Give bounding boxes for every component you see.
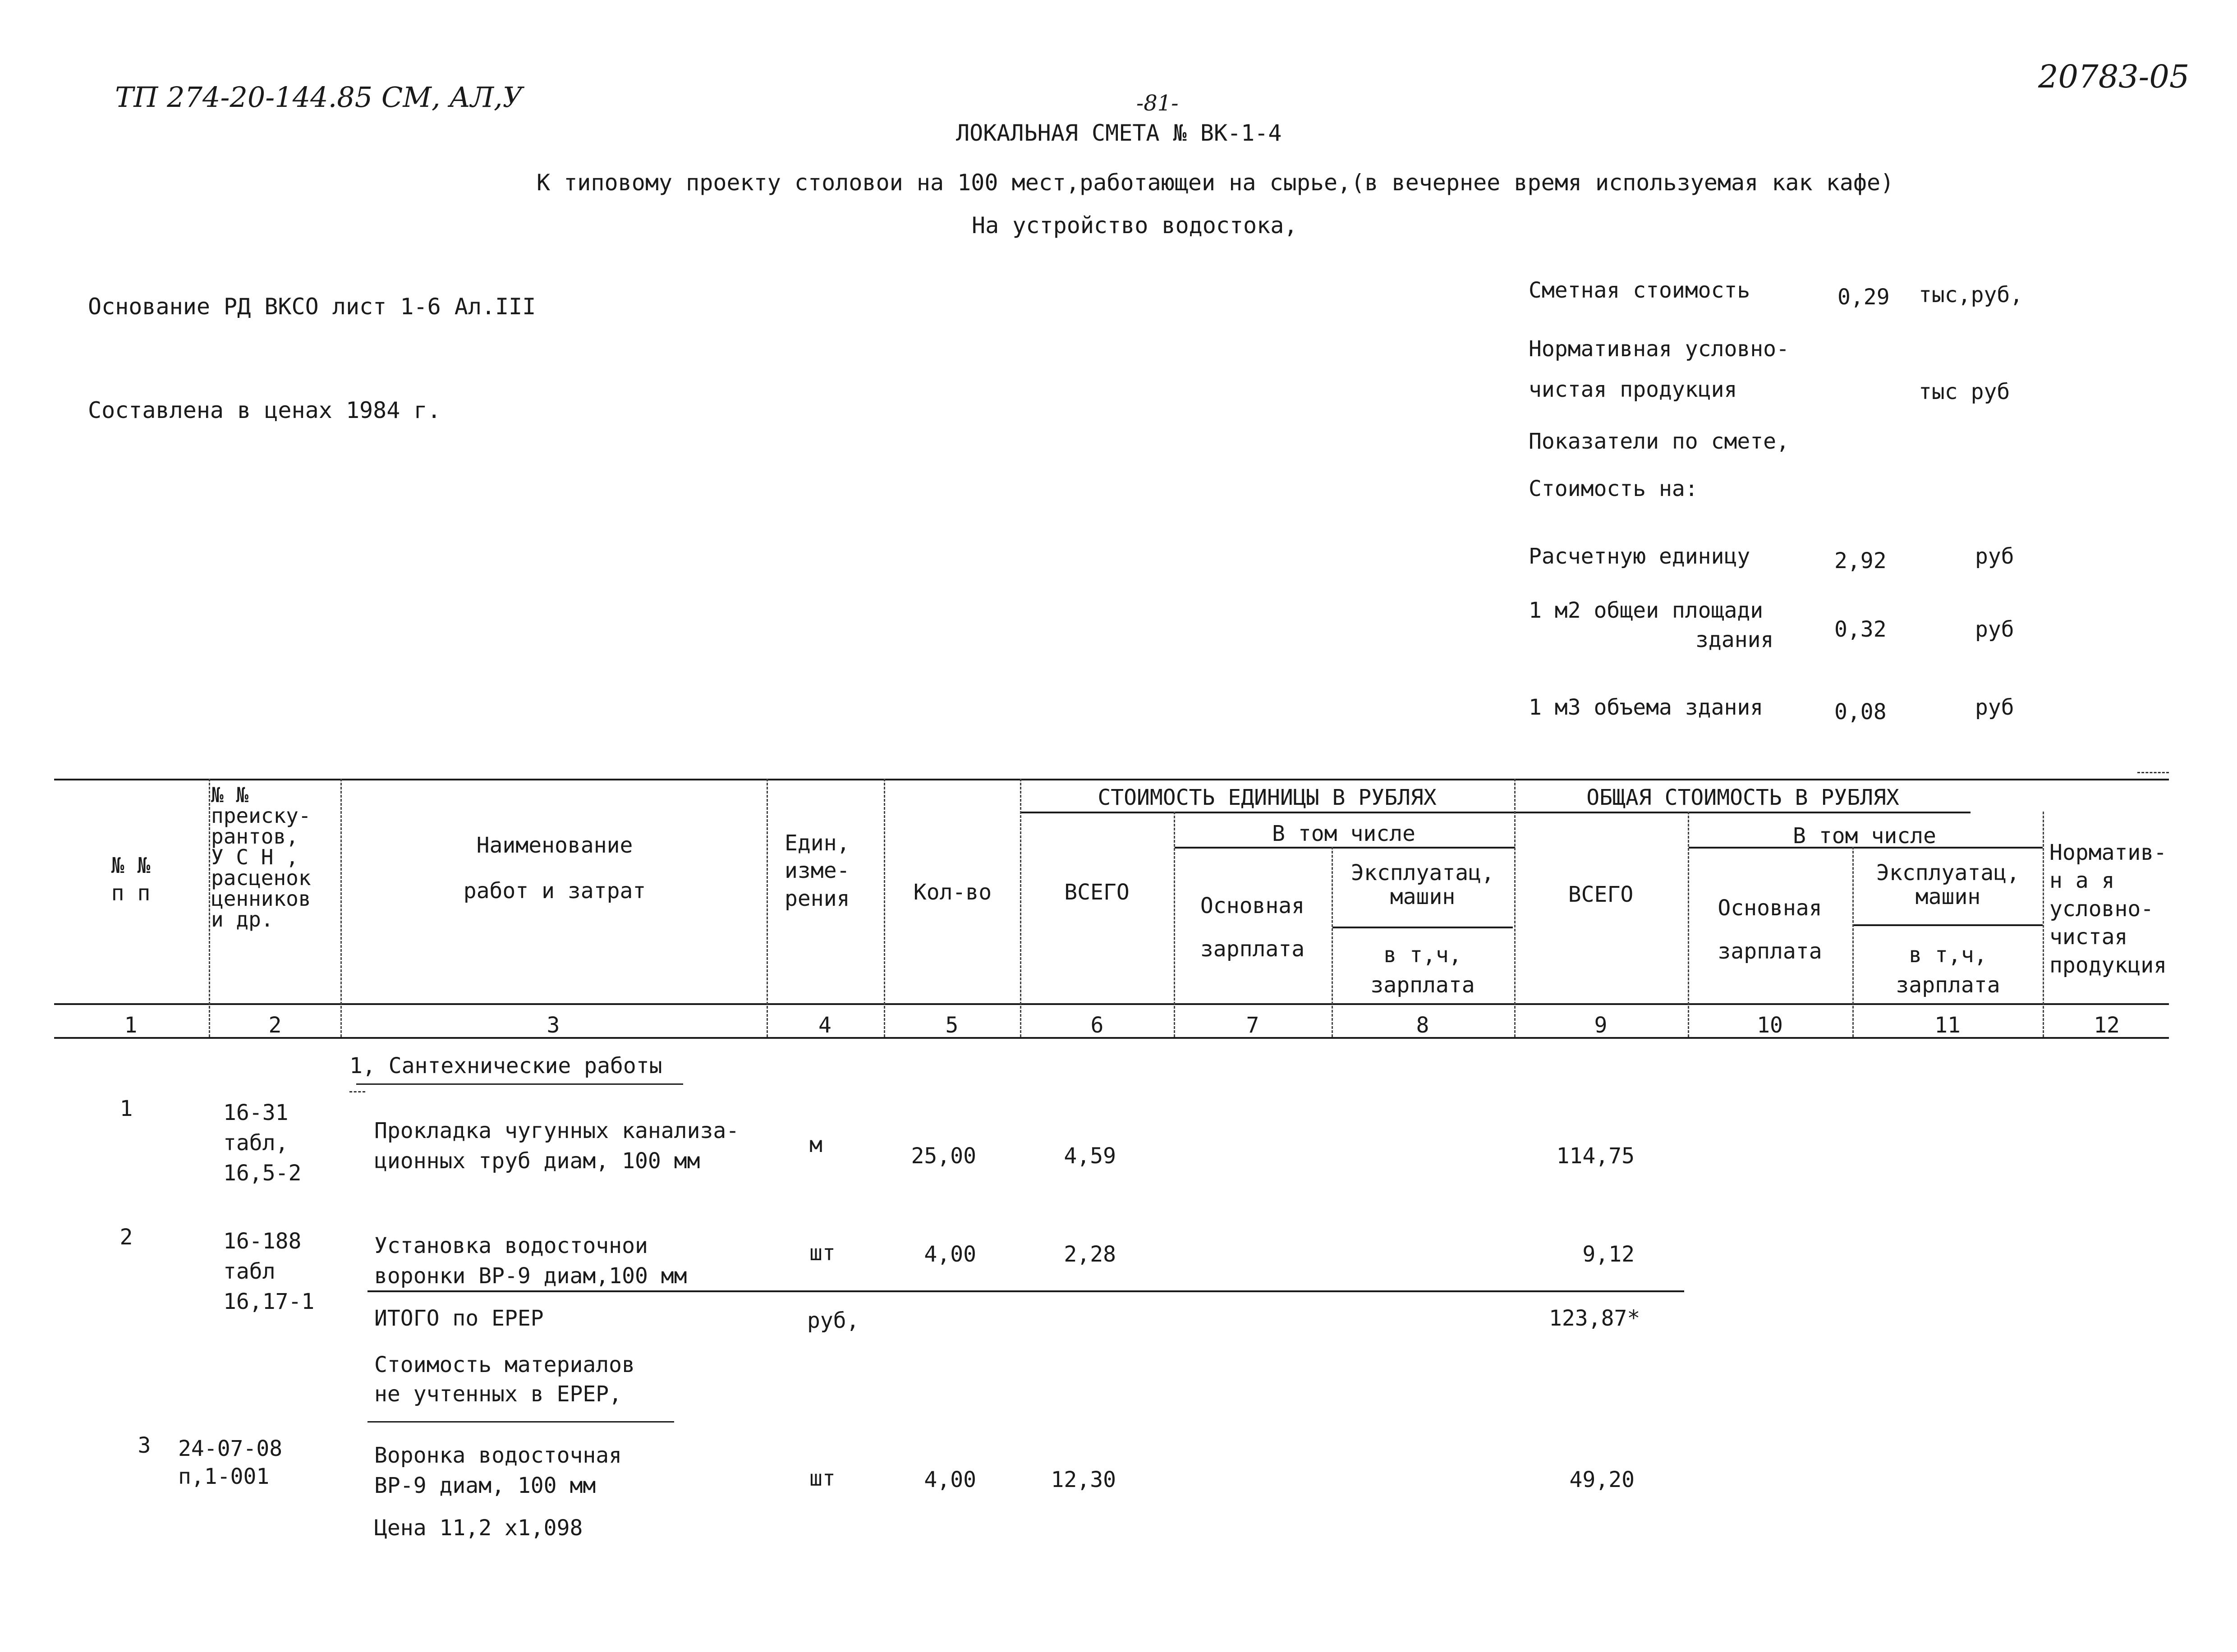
estimated-cost-value: 0,29 bbox=[1837, 285, 1890, 310]
calc-unit-unit: руб bbox=[1975, 544, 2014, 569]
archive-number: 20783-05 bbox=[2038, 58, 2190, 95]
row-3-number: 3 bbox=[138, 1433, 151, 1458]
section-title-underline bbox=[356, 1083, 683, 1085]
prices-year-line: Составлена в ценах 1984 г. bbox=[88, 397, 441, 423]
subtotal-total: 123,87* bbox=[1549, 1306, 1640, 1331]
estimated-cost-label: Сметная стоимость bbox=[1529, 278, 1750, 303]
row-2-total: 9,12 bbox=[1582, 1242, 1635, 1267]
header-unit-machine: Эксплуатац, машин bbox=[1351, 860, 1494, 909]
area-value: 0,32 bbox=[1834, 617, 1887, 642]
norm-product-label-1: Нормативная условно- bbox=[1529, 336, 1789, 362]
volume-unit: руб bbox=[1975, 695, 2014, 720]
col-sep bbox=[1020, 779, 1021, 1037]
calc-unit-value: 2,92 bbox=[1834, 548, 1887, 574]
col-number: 4 bbox=[818, 1013, 831, 1038]
document-code: ТП 274-20-144.85 СМ, АЛ,У bbox=[115, 81, 523, 114]
page-subtitle: К типовому проекту столовои на 100 мест,работающеи на сырье,(в вечернее время используемая как кафе) bbox=[537, 170, 1894, 196]
header-unit-incl: В том числе bbox=[1272, 821, 1415, 846]
col-number: 5 bbox=[945, 1013, 959, 1038]
header-unit-incl-salary: в т,ч, зарплата bbox=[1370, 942, 1475, 998]
header-total-cost-group: ОБЩАЯ СТОИМОСТЬ В РУБЛЯХ bbox=[1586, 785, 1899, 810]
table-top-rule-end bbox=[2137, 772, 2169, 773]
header-work-name: Наименование работ и затрат bbox=[463, 833, 646, 904]
row-3-qty: 4,00 bbox=[924, 1467, 976, 1492]
row-1-unit-total: 4,59 bbox=[1064, 1143, 1116, 1169]
col-number: 1 bbox=[124, 1013, 138, 1038]
header-quantity: Кол-во bbox=[913, 880, 992, 905]
subtotal-unit: руб, bbox=[807, 1308, 859, 1333]
row-1-number: 1 bbox=[119, 1096, 133, 1121]
header-unit-base-salary: Основная зарплата bbox=[1200, 893, 1305, 962]
estimated-cost-unit: тыс,руб, bbox=[1919, 282, 2023, 307]
col-number: 9 bbox=[1594, 1013, 1608, 1038]
header-total-all: ВСЕГО bbox=[1568, 882, 1634, 907]
col-number: 7 bbox=[1246, 1013, 1259, 1038]
volume-label: 1 м3 объема здания bbox=[1529, 695, 1764, 720]
row-3-unit-total: 12,30 bbox=[1051, 1467, 1116, 1492]
unit-machine-rule bbox=[1332, 927, 1513, 928]
norm-product-unit: тыс руб bbox=[1919, 379, 2010, 404]
row-3-total: 49,20 bbox=[1569, 1467, 1635, 1492]
total-machine-rule bbox=[1853, 924, 2043, 926]
row-2-name: Установка водосточнои воронки ВР-9 диам,100 мм bbox=[374, 1233, 687, 1289]
purpose-line: На устройство водостока, bbox=[972, 212, 1298, 239]
materials-note: Стоимость материалов не учтенных в ЕРЕР, bbox=[374, 1352, 635, 1407]
section-mark bbox=[349, 1091, 365, 1092]
col-sep bbox=[2043, 812, 2044, 1037]
area-label-1: 1 м2 общеи площади bbox=[1529, 598, 1764, 623]
row-1-total: 114,75 bbox=[1556, 1143, 1635, 1169]
row-1-code: 16-31 табл, 16,5-2 bbox=[223, 1100, 302, 1186]
col-number: 10 bbox=[1757, 1013, 1783, 1038]
row-3-unit: шт bbox=[809, 1466, 836, 1491]
col-number: 6 bbox=[1090, 1013, 1104, 1038]
header-unit-total: ВСЕГО bbox=[1064, 880, 1130, 905]
col-number: 2 bbox=[268, 1013, 282, 1038]
col-sep bbox=[209, 779, 210, 1037]
header-total-incl: В том числе bbox=[1793, 823, 1936, 849]
row-2-unit-total: 2,28 bbox=[1064, 1242, 1116, 1267]
subtotal-rule bbox=[367, 1290, 1684, 1292]
area-unit: руб bbox=[1975, 617, 2014, 642]
header-price-code: № № преиску- рантов, У С Н , расценок ценников и др. bbox=[211, 783, 311, 932]
row-1-name: Прокладка чугунных канализа- ционных труб диам, 100 мм bbox=[374, 1118, 740, 1174]
row-3-name: Воронка водосточная ВР-9 диам, 100 мм bbox=[374, 1443, 622, 1499]
row-1-qty: 25,00 bbox=[911, 1143, 976, 1169]
section-title: 1, Сантехнические работы bbox=[349, 1053, 662, 1078]
col-sep bbox=[340, 779, 342, 1037]
calc-unit-label: Расчетную единицу bbox=[1529, 544, 1750, 569]
header-unit-cost-group: СТОИМОСТЬ ЕДИНИЦЫ В РУБЛЯХ bbox=[1098, 785, 1437, 810]
row-2-unit: шт bbox=[809, 1240, 836, 1266]
row-1-unit: м bbox=[809, 1132, 822, 1157]
header-row-number: № № п п bbox=[111, 853, 151, 906]
materials-note-underline bbox=[367, 1421, 674, 1423]
header-bottom-rule bbox=[54, 1003, 2169, 1005]
cost-per-label: Стоимость на: bbox=[1529, 476, 1698, 501]
indicators-label: Показатели по смете, bbox=[1529, 429, 1789, 454]
col-number: 8 bbox=[1416, 1013, 1429, 1038]
row-2-qty: 4,00 bbox=[924, 1242, 976, 1267]
table-top-rule bbox=[54, 779, 2169, 780]
col-sep bbox=[1514, 779, 1516, 1037]
row-3-price-note: Цена 11,2 х1,098 bbox=[374, 1515, 583, 1541]
page-number: -81- bbox=[1136, 91, 1179, 116]
area-label-2: здания bbox=[1695, 627, 1774, 652]
header-total-incl-salary: в т,ч, зарплата bbox=[1896, 942, 2000, 998]
row-3-code: 24-07-08 п,1-001 bbox=[178, 1436, 283, 1490]
header-norm-product: Норматив- н а я условно- чистая продукция bbox=[2049, 840, 2167, 978]
numbers-bottom-rule bbox=[54, 1037, 2169, 1039]
header-unit: Един, изме- рения bbox=[785, 831, 850, 911]
col-number: 12 bbox=[2094, 1013, 2120, 1038]
row-2-code: 16-188 табл 16,17-1 bbox=[223, 1229, 315, 1315]
basis-line: Основание РД ВКСО лист 1-6 Ал.III bbox=[88, 294, 536, 320]
unit-incl-rule bbox=[1175, 847, 1515, 849]
norm-product-label-2: чистая продукция bbox=[1529, 377, 1737, 402]
subtotal-label: ИТОГО по ЕРЕР bbox=[374, 1306, 544, 1331]
header-total-base-salary: Основная зарплата bbox=[1718, 895, 1822, 964]
col-number: 3 bbox=[547, 1013, 560, 1038]
col-number: 11 bbox=[1934, 1013, 1961, 1038]
header-total-machine: Эксплуатац, машин bbox=[1876, 860, 2020, 909]
col-sep bbox=[884, 779, 885, 1037]
group-header-rule bbox=[1021, 812, 1971, 813]
row-2-number: 2 bbox=[119, 1225, 133, 1250]
volume-value: 0,08 bbox=[1834, 699, 1887, 725]
page-title: ЛОКАЛЬНАЯ СМЕТА № ВК-1-4 bbox=[956, 120, 1282, 146]
col-sep bbox=[767, 779, 768, 1037]
